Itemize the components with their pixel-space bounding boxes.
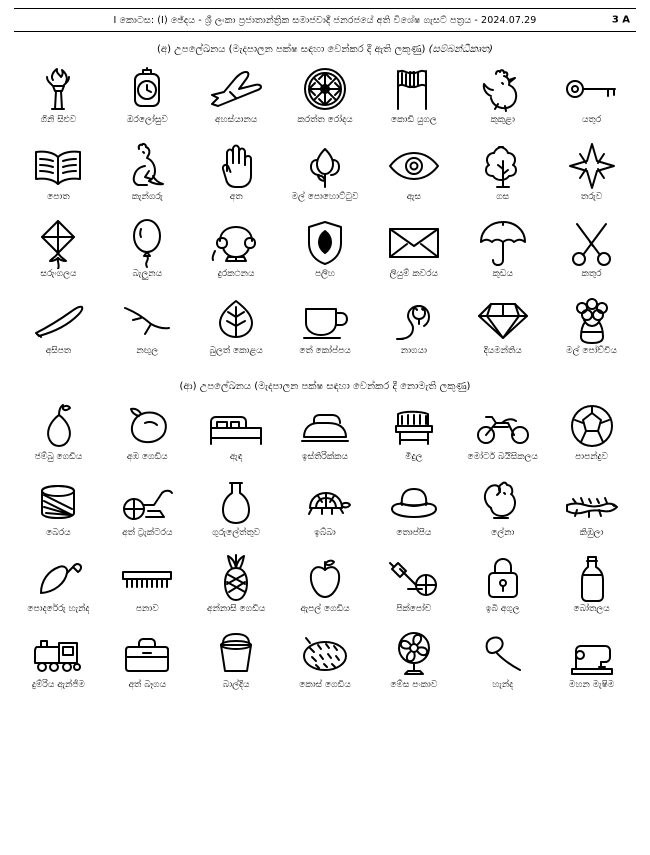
symbol-label: මෝටර් බයිසිකලය bbox=[467, 452, 538, 462]
symbol-label: ඇස bbox=[406, 192, 421, 202]
flower-vase-icon bbox=[553, 294, 631, 346]
symbol-label: මේස පංකාව bbox=[390, 680, 438, 690]
symbol-cell bbox=[458, 474, 547, 550]
symbol-label: ඉබ්බා bbox=[314, 528, 336, 538]
symbol-cell bbox=[192, 550, 281, 626]
symbol-cell bbox=[281, 138, 370, 215]
symbol-label: පලිහ bbox=[314, 269, 336, 279]
comb-icon bbox=[108, 552, 186, 604]
tree-icon bbox=[464, 140, 542, 192]
symbol-label: ඉස්තිරික්කය bbox=[302, 452, 348, 462]
trowel-icon bbox=[19, 552, 97, 604]
spray-pump-icon bbox=[375, 552, 453, 604]
star-icon bbox=[553, 140, 631, 192]
symbol-cell bbox=[458, 138, 547, 215]
scissors-icon bbox=[553, 217, 631, 269]
hand-icon bbox=[197, 140, 275, 192]
symbol-label: යතුර bbox=[581, 115, 602, 125]
symbol-label: කැන්ගරු bbox=[131, 192, 163, 202]
torch-icon bbox=[19, 63, 97, 115]
symbol-label: කුකුළා bbox=[490, 115, 515, 125]
symbol-cell bbox=[281, 474, 370, 550]
iron-icon bbox=[286, 400, 364, 452]
symbol-cell bbox=[192, 626, 281, 702]
symbol-label: කරත්ත රෝදය bbox=[297, 115, 353, 125]
motorcycle-icon bbox=[464, 400, 542, 452]
airplane-icon bbox=[197, 63, 275, 115]
symbol-label: ඔරලෝසුව bbox=[126, 115, 168, 125]
symbol-label: බුලත් කොළය bbox=[209, 346, 263, 356]
symbol-label: අත් බෑගය bbox=[128, 680, 167, 690]
symbol-label: සරුංගලය bbox=[40, 269, 77, 279]
symbol-label: දුරකථනය bbox=[217, 269, 255, 279]
symbol-cell bbox=[14, 138, 103, 215]
symbol-cell bbox=[14, 474, 103, 550]
train-icon bbox=[19, 628, 97, 680]
symbol-label: ගිනි සිළුව bbox=[40, 115, 77, 125]
symbol-cell bbox=[192, 138, 281, 215]
symbol-cell bbox=[281, 215, 370, 292]
apple-icon bbox=[286, 552, 364, 604]
plough-icon bbox=[108, 294, 186, 346]
symbol-grid-b bbox=[14, 398, 636, 702]
hat-icon bbox=[375, 476, 453, 528]
symbol-cell bbox=[103, 61, 192, 138]
padlock-icon bbox=[464, 552, 542, 604]
symbol-cell bbox=[192, 398, 281, 474]
symbol-label: පනාව bbox=[135, 604, 159, 614]
symbol-cell bbox=[14, 626, 103, 702]
section-a-title-italic: (සම්බන්ධීකෘත) bbox=[428, 44, 493, 55]
symbol-cell bbox=[369, 292, 458, 369]
symbol-cell bbox=[547, 215, 636, 292]
symbol-label: තොප්පිය bbox=[396, 528, 432, 538]
sewing-machine-icon bbox=[553, 628, 631, 680]
symbol-cell bbox=[103, 474, 192, 550]
symbol-label: බැලුනය bbox=[132, 269, 163, 279]
symbol-label: ඇපල් ගෙඩිය bbox=[300, 604, 350, 614]
rooster-icon bbox=[464, 63, 542, 115]
symbol-label: අත bbox=[229, 192, 243, 202]
symbol-label: පාපන්දුව bbox=[575, 452, 609, 462]
symbol-cell bbox=[281, 61, 370, 138]
symbol-cell bbox=[103, 292, 192, 369]
eye-icon bbox=[375, 140, 453, 192]
pineapple-icon bbox=[197, 552, 275, 604]
symbol-label: තේ කෝප්පය bbox=[299, 346, 351, 356]
flower-bud-icon bbox=[286, 140, 364, 192]
symbol-cell bbox=[547, 138, 636, 215]
symbol-cell bbox=[547, 550, 636, 626]
section-a-title bbox=[14, 44, 636, 55]
symbol-cell bbox=[369, 550, 458, 626]
symbol-label: දියමන්තිය bbox=[483, 346, 522, 356]
symbol-label: පොත bbox=[47, 192, 70, 202]
teacup-icon bbox=[286, 294, 364, 346]
symbol-cell bbox=[281, 292, 370, 369]
table-fan-icon bbox=[375, 628, 453, 680]
section-b-title-main: (ආ) උපලේඛනය (මැදපාලන පක්ෂ සඳහා වෙන්කර දී නොමැති ලකුණු) bbox=[179, 381, 471, 392]
symbol-label: ලියුම් කවරය bbox=[389, 269, 439, 279]
jackfruit-icon bbox=[286, 628, 364, 680]
symbol-label: මහන මැෂිම bbox=[568, 680, 615, 690]
symbol-cell bbox=[547, 61, 636, 138]
symbol-label: බෙරය bbox=[46, 528, 71, 538]
symbol-cell bbox=[547, 292, 636, 369]
symbol-cell bbox=[547, 626, 636, 702]
bottle-icon bbox=[553, 552, 631, 604]
symbol-cell bbox=[458, 61, 547, 138]
symbol-label: කිඹුලා bbox=[579, 528, 604, 538]
key-icon bbox=[553, 63, 631, 115]
symbol-label: පික්පෝච bbox=[396, 604, 432, 614]
symbol-cell bbox=[14, 292, 103, 369]
cobra-icon bbox=[375, 294, 453, 346]
wheel-icon bbox=[286, 63, 364, 115]
symbol-cell bbox=[192, 215, 281, 292]
symbol-label: ඇඳ bbox=[229, 452, 243, 462]
pear-icon bbox=[19, 400, 97, 452]
symbol-cell bbox=[103, 550, 192, 626]
symbol-label: අහස්යානය bbox=[214, 115, 258, 125]
symbol-cell bbox=[281, 626, 370, 702]
hand-tractor-icon bbox=[108, 476, 186, 528]
symbol-label: ගස bbox=[496, 192, 510, 202]
symbol-cell bbox=[281, 398, 370, 474]
crocodile-icon bbox=[553, 476, 631, 528]
symbol-cell bbox=[458, 550, 547, 626]
symbol-label: පොදරේරු හැන්ද bbox=[27, 604, 90, 614]
symbol-cell bbox=[103, 398, 192, 474]
page-number: 3 A bbox=[611, 14, 630, 26]
symbol-label: අත් ට්‍රැක්ටරය bbox=[122, 528, 173, 538]
symbol-cell bbox=[281, 550, 370, 626]
section-b-title bbox=[14, 381, 636, 392]
shield-icon bbox=[286, 217, 364, 269]
telephone-icon bbox=[197, 217, 275, 269]
symbol-cell bbox=[458, 398, 547, 474]
symbol-label: බාල්දිය bbox=[222, 680, 250, 690]
symbol-cell bbox=[103, 138, 192, 215]
symbol-cell bbox=[192, 61, 281, 138]
bottle-vase-icon bbox=[197, 476, 275, 528]
symbol-label: කතුර bbox=[581, 269, 602, 279]
symbol-cell bbox=[547, 474, 636, 550]
symbol-cell bbox=[458, 215, 547, 292]
symbol-label: ජම්බු ගෙඩිය bbox=[34, 452, 83, 462]
bucket-icon bbox=[197, 628, 275, 680]
mango-icon bbox=[108, 400, 186, 452]
bed-icon bbox=[197, 400, 275, 452]
symbol-label: මල් පෝච්චිය bbox=[566, 346, 617, 356]
diamond-icon bbox=[464, 294, 542, 346]
betel-leaf-icon bbox=[197, 294, 275, 346]
symbol-cell bbox=[192, 292, 281, 369]
symbol-cell bbox=[103, 626, 192, 702]
symbol-cell bbox=[14, 61, 103, 138]
symbol-cell bbox=[369, 215, 458, 292]
symbol-label: නඟුල bbox=[136, 346, 159, 356]
symbol-label: අසිපත bbox=[45, 346, 72, 356]
gazette-page bbox=[0, 8, 650, 855]
symbol-label: ගුරුලේත්තුව bbox=[212, 528, 261, 538]
symbol-label: හැන්ද bbox=[492, 680, 514, 690]
sword-icon bbox=[19, 294, 97, 346]
bag-icon bbox=[108, 628, 186, 680]
symbol-label: දුම්රිය ඇන්ජිම bbox=[31, 680, 85, 690]
envelope-icon bbox=[375, 217, 453, 269]
symbol-label: බෝතලය bbox=[573, 604, 610, 614]
page-header bbox=[14, 8, 636, 32]
symbol-label: තරුව bbox=[580, 192, 603, 202]
tortoise-icon bbox=[286, 476, 364, 528]
symbol-label: අන්නාසි ගෙඩිය bbox=[207, 604, 266, 614]
symbol-label: කොස් ගෙඩිය bbox=[299, 680, 351, 690]
flags-icon bbox=[375, 63, 453, 115]
kite-icon bbox=[19, 217, 97, 269]
balloon-icon bbox=[108, 217, 186, 269]
symbol-label: ලේනා bbox=[491, 528, 515, 538]
symbol-label: මල් පොහොට්ටුව bbox=[291, 192, 359, 202]
symbol-cell bbox=[547, 398, 636, 474]
symbol-cell bbox=[14, 215, 103, 292]
symbol-cell bbox=[369, 398, 458, 474]
chair-icon bbox=[375, 400, 453, 452]
symbol-label: නාගයා bbox=[400, 346, 427, 356]
spoon-icon bbox=[464, 628, 542, 680]
symbol-cell bbox=[369, 474, 458, 550]
football-icon bbox=[553, 400, 631, 452]
symbol-cell bbox=[103, 215, 192, 292]
symbol-label: කුඩය bbox=[492, 269, 513, 279]
header-title: I කොටස: (I) ඡේදය - ශ්‍රී ලංකා ප්‍රජාතාන්ත්‍රික සමාජවාදී ජනරජයේ අති විශේෂ ගැසට් පත්‍රය - 2024.07.29 bbox=[113, 14, 537, 26]
symbol-cell bbox=[369, 626, 458, 702]
symbol-grid-a bbox=[14, 61, 636, 369]
symbol-label: මිදුල bbox=[405, 452, 423, 462]
symbol-label: කොඩි යුගල bbox=[391, 115, 437, 125]
section-a-title-main: (අ) උපලේඛනය (මැදපාලන පක්ෂ සඳහා වෙන්කර දී ඇති ලකුණු) bbox=[157, 44, 426, 55]
squirrel-icon bbox=[464, 476, 542, 528]
umbrella-icon bbox=[464, 217, 542, 269]
symbol-cell bbox=[458, 626, 547, 702]
symbol-cell bbox=[369, 61, 458, 138]
symbol-cell bbox=[14, 550, 103, 626]
kangaroo-icon bbox=[108, 140, 186, 192]
clock-icon bbox=[108, 63, 186, 115]
symbol-cell bbox=[458, 292, 547, 369]
drum-icon bbox=[19, 476, 97, 528]
symbol-cell bbox=[369, 138, 458, 215]
symbol-label: ඉබි අගුල bbox=[485, 604, 520, 614]
symbol-cell bbox=[14, 398, 103, 474]
book-icon bbox=[19, 140, 97, 192]
symbol-cell bbox=[192, 474, 281, 550]
symbol-label: අඹ ගෙඩිය bbox=[126, 452, 168, 462]
